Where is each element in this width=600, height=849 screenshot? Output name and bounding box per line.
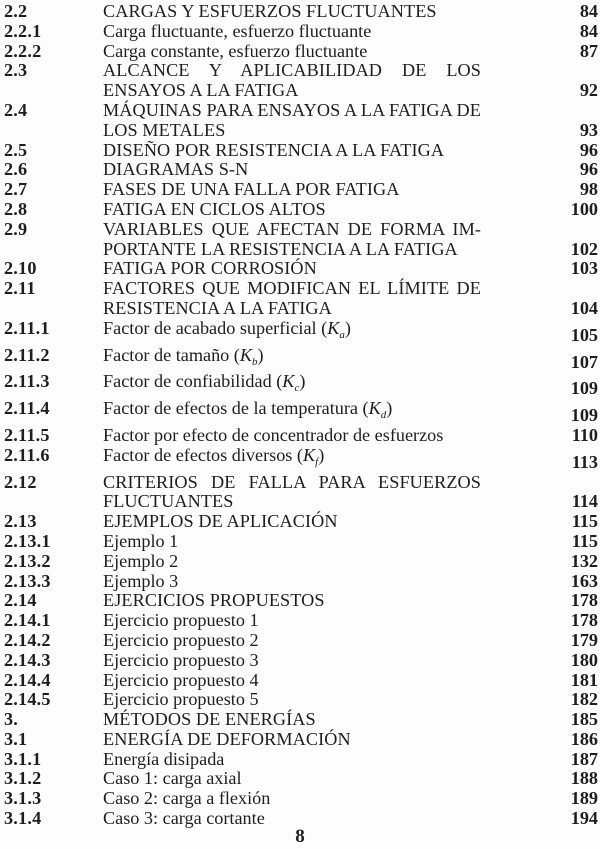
section-number: 2.14 [4,590,37,611]
factor-symbol: K [368,398,381,419]
section-title-text: Ejemplo 2 [103,550,179,571]
page-reference: 103 [570,258,598,279]
page-reference: 109 [570,405,598,426]
section-title [103,426,481,446]
toc-entry [4,730,598,750]
section-number: 3.1.1 [4,748,42,769]
section-title-text: Factor de confiabilidad ( [103,371,283,392]
section-title [103,671,481,691]
page-reference: 179 [570,629,598,650]
toc-entry [4,101,598,141]
section-title-text: CRITERIOS DE FALLA PARA ESFUERZOS FLUCTUANTES [103,471,481,512]
page-reference: 180 [570,649,598,670]
section-number: 2.7 [4,179,28,200]
section-title-text: MÉTODOS DE ENERGÍAS [103,709,316,730]
factor-subscript: c [294,382,300,395]
page-reference: 181 [570,669,598,690]
page-reference: 178 [570,590,598,611]
section-number: 3.1.3 [4,788,42,809]
page-reference: 178 [570,610,598,631]
section-title-text: EJERCICIOS PROPUESTOS [103,590,325,611]
section-title [103,141,481,161]
toc-entry [4,473,598,513]
section-title-text: ALCANCE Y APLICABILIDAD DE LOS ENSAYOS A LA FATIGA [103,60,481,101]
section-title-text: Ejemplo 1 [103,530,179,551]
page-reference: 102 [570,238,598,259]
section-title-text: Ejercicio propuesto 5 [103,689,259,710]
section-number: 2.5 [4,139,28,160]
section-number: 3. [4,709,19,730]
section-title-text: Factor por efecto de concentrador de esfuerzos [103,424,444,445]
section-title-text: DIAGRAMAS S-N [103,159,249,180]
factor-subscript: d [380,409,387,422]
section-title-text: ENERGÍA DE DEFORMACIÓN [103,728,351,749]
section-title-text: DISEÑO POR RESISTENCIA A LA FATIGA [103,139,445,160]
toc-entry [4,591,598,611]
toc-entry [4,631,598,651]
toc-entry [4,651,598,671]
section-number: 3.1.2 [4,768,42,789]
section-title [103,572,481,592]
section-number: 2.14.1 [4,610,51,631]
section-title-text: VARIABLES QUE AFECTAN DE FORMA IM-PORTANTE LA RESISTENCIA A LA FATIGA [103,218,481,259]
factor-subscript: b [252,355,258,368]
section-title [103,279,481,319]
page-reference: 113 [571,451,598,472]
section-title [103,750,481,770]
section-title [103,2,481,22]
factor-subscript: f [315,455,319,468]
toc-entry [4,690,598,710]
section-title-text: Ejercicio propuesto 3 [103,649,259,670]
section-number: 2.11.2 [4,344,50,365]
section-title [103,22,481,42]
section-title [103,220,481,260]
section-title-text: Caso 3: carga cortante [103,808,265,829]
section-number: 3.1.4 [4,808,42,829]
section-number: 2.14.4 [4,669,51,690]
section-title [103,710,481,730]
toc-entry [4,200,598,220]
section-title-text: FATIGA EN CICLOS ALTOS [103,198,326,219]
page-reference: 110 [571,424,598,445]
toc-entry [4,22,598,42]
section-title [103,200,481,220]
section-title-text: Ejemplo 3 [103,570,179,591]
section-title [103,473,481,513]
section-title [103,730,481,750]
toc-entry [4,61,598,101]
toc-entry [4,2,598,22]
closing-paren: ) [344,317,351,338]
toc-entry [4,769,598,789]
toc-entry [4,259,598,279]
section-title [103,61,481,101]
page-reference: 87 [579,40,598,61]
section-number: 2.4 [4,99,28,120]
section-number: 2.6 [4,159,28,180]
section-number: 2.10 [4,258,37,279]
section-title-text: FACTORES QUE MODIFICAN EL LÍMITE DE RESISTENCIA A LA FATIGA [103,278,481,318]
section-number: 2.9 [4,218,28,239]
page-reference: 189 [570,788,598,809]
toc-entry [4,279,598,319]
section-title-text: Caso 1: carga axial [103,768,242,789]
section-title-text: FATIGA POR CORROSIÓN [103,258,317,279]
toc-entry [4,789,598,809]
section-number: 2.13 [4,511,37,532]
section-number: 2.11.5 [4,424,50,445]
toc-entry [4,160,598,180]
toc-entry [4,446,598,473]
toc-entry [4,141,598,161]
section-title-text: Ejercicio propuesto 1 [103,610,259,631]
section-title [103,631,481,651]
section-title [103,372,481,399]
section-title [103,789,481,809]
section-number: 2.2.2 [4,40,42,61]
section-title-text: MÁQUINAS PARA ENSAYOS A LA FATIGA DE LOS METALES [103,99,481,140]
section-title [103,101,481,141]
section-title [103,532,481,552]
factor-symbol: K [239,344,252,365]
factor-subscript: a [339,328,345,341]
page-reference: 92 [579,80,598,101]
section-title-text: Energía disipada [103,748,225,769]
section-number: 2.8 [4,198,28,219]
toc-entry [4,532,598,552]
closing-paren: ) [299,371,306,392]
section-title [103,319,481,346]
page-reference: 84 [579,1,598,21]
page-reference: 185 [570,709,598,730]
closing-paren: ) [257,344,264,365]
factor-symbol: K [282,371,295,392]
toc-entry [4,750,598,770]
section-title [103,42,481,62]
section-title-text: EJEMPLOS DE APLICACIÓN [103,511,338,532]
section-title [103,180,481,200]
section-number: 2.13.1 [4,530,51,551]
toc-entry [4,220,598,260]
section-title-text: FASES DE UNA FALLA POR FATIGA [103,179,400,200]
section-number: 2.2 [4,1,28,21]
section-title [103,399,481,426]
page-reference: 115 [571,511,598,532]
table-of-contents [4,2,598,829]
toc-entry [4,399,598,426]
toc-entry [4,346,598,373]
toc-entry [4,426,598,446]
toc-entry [4,611,598,631]
page-reference: 107 [570,351,598,372]
section-title-text: Factor de efectos diversos ( [103,444,303,465]
section-title-text: Carga fluctuante, esfuerzo fluctuante [103,20,372,41]
section-number: 2.3 [4,60,28,81]
section-title [103,446,481,473]
section-number: 2.11.6 [4,444,50,465]
toc-entry [4,512,598,532]
page-reference: 163 [570,570,598,591]
section-title-text: Ejercicio propuesto 4 [103,669,259,690]
section-title [103,346,481,373]
factor-symbol: K [327,317,340,338]
section-title-text: Ejercicio propuesto 2 [103,629,259,650]
section-number: 2.14.5 [4,689,51,710]
page-reference: 105 [570,324,598,345]
page-reference: 187 [570,748,598,769]
section-title-text: Factor de acabado superficial ( [103,317,328,338]
page-reference: 115 [571,530,598,551]
section-number: 2.11.3 [4,371,50,392]
closing-paren: ) [386,398,393,419]
section-title [103,690,481,710]
page-reference: 96 [579,159,598,180]
section-title-text: Factor de efectos de la temperatura ( [103,398,369,419]
section-title [103,591,481,611]
toc-entry [4,552,598,572]
section-number: 2.11.1 [4,317,50,338]
section-title [103,512,481,532]
section-title-text: Caso 2: carga a flexión [103,788,271,809]
toc-entry [4,42,598,62]
section-number: 2.14.2 [4,629,51,650]
closing-paren: ) [318,444,325,465]
page-reference: 98 [579,179,598,200]
page-reference: 132 [570,550,598,571]
section-number: 2.11.4 [4,398,50,419]
page-reference: 194 [570,808,598,829]
page-reference: 188 [570,768,598,789]
section-title [103,611,481,631]
toc-entry [4,372,598,399]
section-number: 3.1 [4,728,28,749]
section-title-text: CARGAS Y ESFUERZOS FLUCTUANTES [103,1,437,21]
section-number: 2.13.2 [4,550,51,571]
section-number: 2.11 [4,278,36,299]
section-title [103,552,481,572]
page-reference: 96 [579,139,598,160]
page-number: 8 [295,826,305,847]
page-reference: 93 [579,119,598,140]
section-number: 2.14.3 [4,649,51,670]
page-reference: 104 [570,297,598,318]
section-title [103,259,481,279]
toc-entry [4,671,598,691]
toc-entry [4,710,598,730]
section-number: 2.12 [4,471,37,492]
section-title-text: Carga constante, esfuerzo fluctuante [103,40,368,61]
section-title [103,769,481,789]
page-reference: 100 [570,198,598,219]
section-number: 2.2.1 [4,20,42,41]
toc-entry [4,180,598,200]
toc-entry [4,572,598,592]
page-reference: 182 [570,689,598,710]
page-reference: 84 [579,20,598,41]
factor-symbol: K [303,444,316,465]
section-title-text: Factor de tamaño ( [103,344,240,365]
page-reference: 114 [571,491,598,512]
section-title [103,651,481,671]
section-title [103,160,481,180]
page-reference: 186 [570,728,598,749]
toc-entry [4,319,598,346]
section-number: 2.13.3 [4,570,51,591]
page-reference: 109 [570,378,598,399]
